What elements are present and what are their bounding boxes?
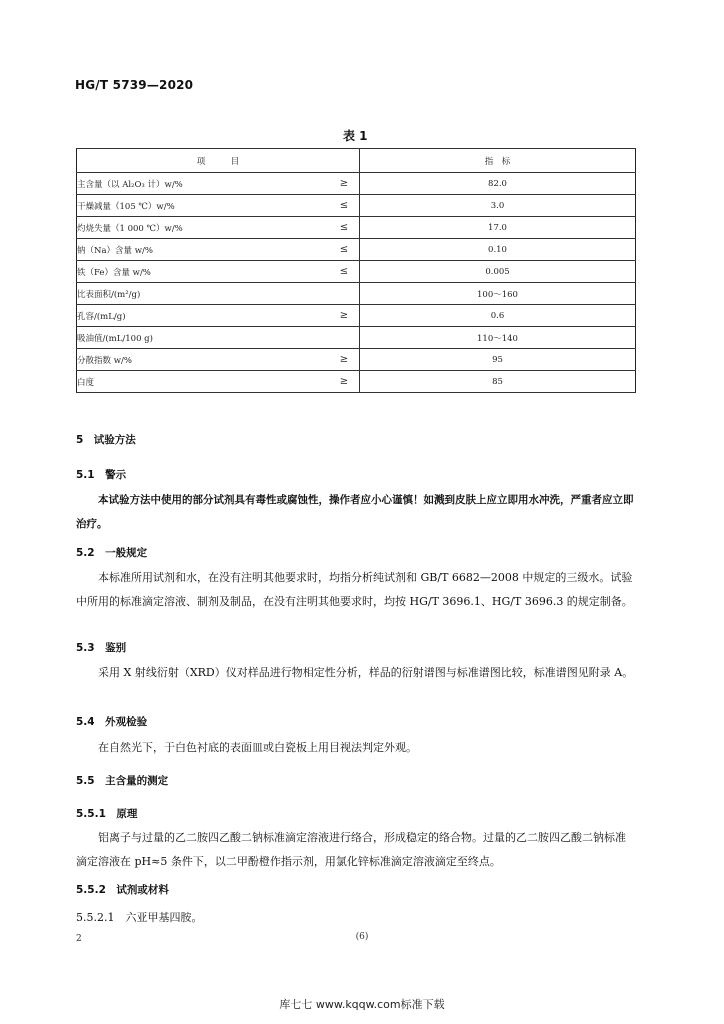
row-compare: ≥: [329, 173, 360, 195]
table-row: [77, 349, 636, 371]
header-value: 指 标: [360, 149, 636, 173]
table-row: [77, 195, 636, 217]
table-row: [77, 173, 636, 195]
row-value: 110～140: [360, 327, 636, 349]
table-row: [77, 371, 636, 393]
heading-5-4: 5.4 外观检验: [76, 716, 148, 728]
heading-5-2: 5.2 一般规定: [76, 547, 148, 559]
row-compare: ≥: [329, 371, 360, 393]
row-value: 85: [360, 371, 636, 393]
row-item: 白度: [77, 371, 330, 393]
row-value: 0.10: [360, 239, 636, 261]
appearance-text: 在自然光下，于白色衬底的表面皿或白瓷板上用目视法判定外观。: [98, 741, 417, 754]
watermark: 库七七 www.kqqw.com标准下载: [279, 998, 445, 1011]
row-compare: ≤: [329, 261, 360, 283]
row-compare: ≤: [329, 195, 360, 217]
item-5-5-2-1: 5.5.2.1 六亚甲基四胺。: [76, 911, 203, 924]
table-row: [77, 217, 636, 239]
row-value: 100～160: [360, 283, 636, 305]
table-row: [77, 239, 636, 261]
row-compare: ≥: [329, 349, 360, 371]
heading-5: 5 试验方法: [76, 434, 136, 446]
row-value: 82.0: [360, 173, 636, 195]
table-row: [77, 305, 636, 327]
identification-text: 采用 X 射线衍射（XRD）仪对样品进行物相定性分析，样品的衍射谱图与标准谱图比较，标准谱图见附录 A。: [98, 666, 634, 679]
row-value: 3.0: [360, 195, 636, 217]
table-title: 表 1: [343, 129, 368, 143]
row-compare: ≤: [329, 217, 360, 239]
general-rules-text: 本标准所用试剂和水，在没有注明其他要求时，均指分析纯试剂和 GB/T 6682—2008 中规定的三级水。试验中所用的标准滴定溶液、制剂及制品，在没有注明其他要求时，均按 HG/T 3696.1、HG/T 3696.3 的规定制备。: [76, 571, 633, 608]
principle-text: 铝离子与过量的乙二胺四乙酸二钠标准滴定溶液进行络合，形成稳定的络合物。过量的乙二胺四乙酸二钠标准滴定溶液在 pH≈5 条件下，以二甲酚橙作指示剂，用氯化锌标准滴定溶液滴定至终点。: [76, 831, 626, 868]
table-row: [77, 327, 636, 349]
row-value: 17.0: [360, 217, 636, 239]
page-number: 2: [76, 934, 82, 944]
table-row: [77, 283, 636, 305]
row-value: 95: [360, 349, 636, 371]
row-item: 比表面积/(m²/g): [77, 283, 330, 305]
row-item: 主含量（以 Al₂O₃ 计）w/%: [77, 173, 330, 195]
sheet-number: (6): [355, 932, 369, 942]
row-value: 0.005: [360, 261, 636, 283]
row-item: 钠（Na）含量 w/%: [77, 239, 330, 261]
heading-5-1: 5.1 警示: [76, 469, 127, 481]
heading-5-3: 5.3 鉴别: [76, 642, 127, 654]
row-item: 分散指数 w/%: [77, 349, 330, 371]
row-item: 灼烧失量（1 000 ℃）w/%: [77, 217, 330, 239]
header-item: 项 目: [77, 149, 360, 173]
heading-5-5-2: 5.5.2 试剂或材料: [76, 884, 169, 896]
row-value: 0.6: [360, 305, 636, 327]
standard-code: HG/T 5739—2020: [75, 78, 194, 92]
warning-text: 本试验方法中使用的部分试剂具有毒性或腐蚀性，操作者应小心谨慎！如溅到皮肤上应立即用水冲洗，严重者应立即治疗。: [76, 494, 634, 530]
row-item: 孔容/(mL/g): [77, 305, 330, 327]
row-compare: [329, 283, 360, 305]
heading-5-5: 5.5 主含量的测定: [76, 775, 169, 787]
row-item: 干燥减量（105 ℃）w/%: [77, 195, 330, 217]
row-compare: ≤: [329, 239, 360, 261]
row-item: 铁（Fe）含量 w/%: [77, 261, 330, 283]
row-compare: [329, 327, 360, 349]
table-row: [77, 261, 636, 283]
row-compare: ≥: [329, 305, 360, 327]
row-item: 吸油值/(mL/100 g): [77, 327, 330, 349]
table-header-row: [77, 149, 636, 173]
spec-table: [76, 148, 636, 393]
heading-5-5-1: 5.5.1 原理: [76, 808, 138, 820]
